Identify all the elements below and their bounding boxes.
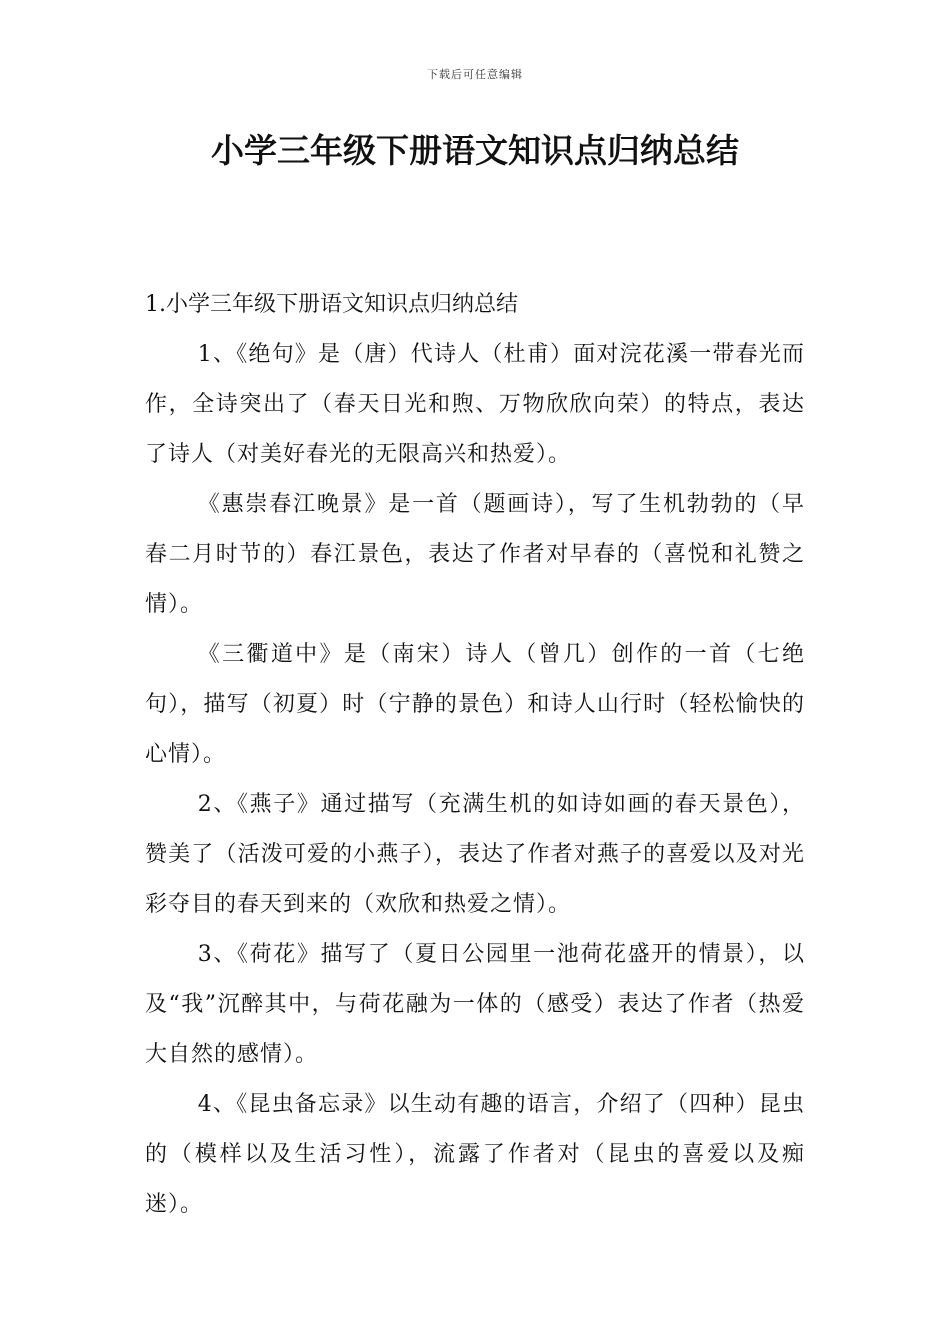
paragraph-yanzi: 2、《燕子》通过描写（充满生机的如诗如画的春天景色），赞美了（活泼可爱的小燕子），表达了作者对燕子的喜爱以及对光彩夺目的春天到来的（欢欣和热爱之情）。 bbox=[145, 792, 805, 917]
paragraph-huichong: 《惠崇春江晚景》是一首（题画诗），写了生机勃勃的（早春二月时节的）春江景色，表达了作者对早春的（喜悦和礼赞之情）。 bbox=[145, 492, 805, 617]
header-note: 下载后可任意编辑 bbox=[427, 68, 523, 81]
document-title: 小学三年级下册语文知识点归纳总结 bbox=[211, 131, 739, 170]
document-body bbox=[145, 280, 805, 1230]
section-heading: 1.小学三年级下册语文知识点归纳总结 bbox=[145, 292, 518, 317]
paragraph-kunchong: 4、《昆虫备忘录》以生动有趣的语言，介绍了（四种）昆虫的（模样以及生活习性），流露了作者对（昆虫的喜爱以及痴迷）。 bbox=[145, 1092, 805, 1217]
paragraph-hehua: 3、《荷花》描写了（夏日公园里一池荷花盛开的情景），以及“我”沉醉其中，与荷花融为一体的（感受）表达了作者（热爱大自然的感情）。 bbox=[145, 942, 805, 1067]
paragraph-jueju: 1、《绝句》是（唐）代诗人（杜甫）面对浣花溪一带春光而作，全诗突出了（春天日光和煦、万物欣欣向荣）的特点，表达了诗人（对美好春光的无限高兴和热爱）。 bbox=[145, 342, 805, 467]
paragraph-sanqu: 《三衢道中》是（南宋）诗人（曾几）创作的一首（七绝句），描写（初夏）时（宁静的景色）和诗人山行时（轻松愉快的心情）。 bbox=[145, 642, 805, 767]
